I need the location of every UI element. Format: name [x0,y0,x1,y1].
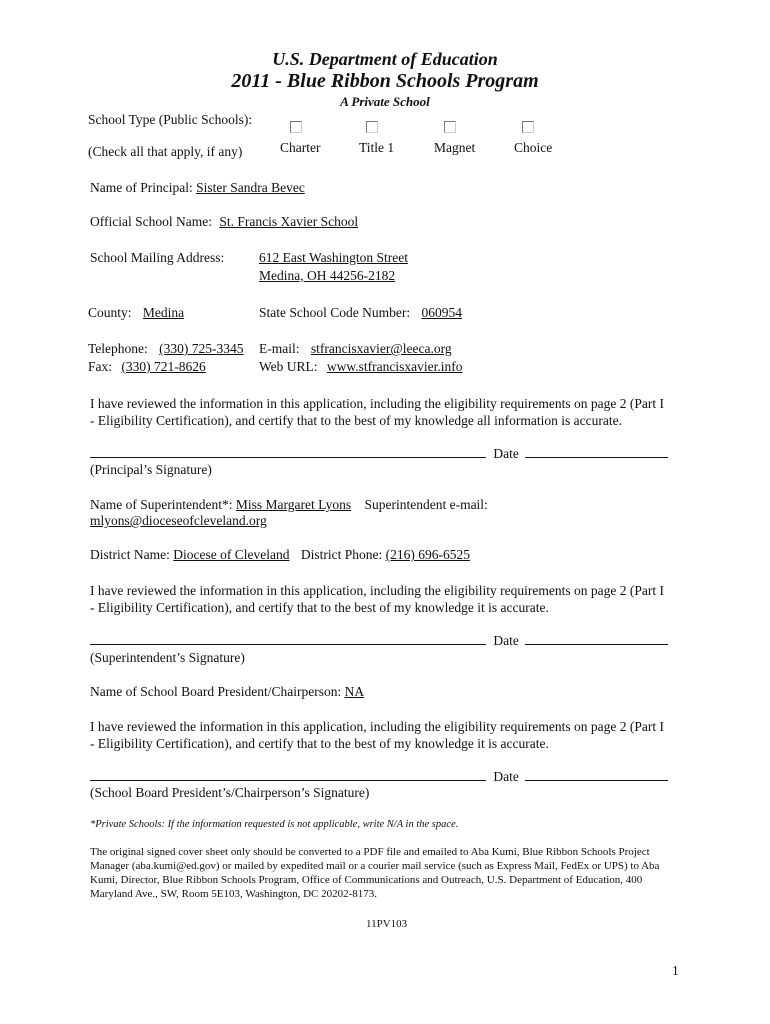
superintendent-signature-caption: (Superintendent’s Signature) [90,650,245,665]
fax-field [88,359,206,375]
school-type-label: School Type (Public Schools): [88,112,253,127]
district-phone-label: District Phone: [300,547,383,562]
address-line2[interactable]: Medina, OH 44256-2182 [259,268,396,283]
superintendent-signature-row [90,632,668,649]
magnet-label: Magnet [434,140,476,155]
instructions-line2: Manager (aba.kumi@ed.gov) or mailed by expedited mail or a courier mail service (such as Express Mail, FedEx or UPS) to Aba [90,860,660,872]
superintendent-date-label: Date [493,633,519,648]
superintendent-certification-line2: - Eligibility Certification), and certify that to the best of my knowledge it is accurate. [90,600,549,615]
principal-certification-line2: - Eligibility Certification), and certify that to the best of my knowledge all information is accurate. [90,413,622,428]
address-line1[interactable]: 612 East Washington Street [259,250,409,265]
fax-label: Fax: [88,359,113,374]
state-code-label: State School Code Number: [259,305,411,320]
principal-field [90,180,305,196]
superintendent-value[interactable]: Miss Margaret Lyons [235,497,352,512]
superintendent-label: Name of Superintendent*: [90,497,233,512]
principal-value[interactable]: Sister Sandra Bevec [196,180,305,195]
address-label: School Mailing Address: [90,250,225,265]
telephone-field [88,341,244,357]
board-signature-row [90,768,668,785]
superintendent-certification-line1: I have reviewed the information in this application, including the eligibility requirements on page 2 (Part I [90,583,664,598]
board-certification-line2: - Eligibility Certification), and certify that to the best of my knowledge it is accurate. [90,736,549,751]
board-date-line[interactable] [525,768,668,781]
school-type-instruction: (Check all that apply, if any) [88,144,243,159]
charter-checkbox[interactable] [290,121,302,133]
school-name-value[interactable]: St. Francis Xavier School [219,214,359,229]
principal-signature-caption: (Principal’s Signature) [90,462,212,477]
principal-date-label: Date [493,446,519,461]
private-school-footnote: *Private Schools: If the information requested is not applicable, write N/A in the space. [90,819,459,830]
principal-signature-row [90,445,668,462]
telephone-label: Telephone: [88,341,148,356]
board-signature-caption: (School Board President’s/Chairperson’s Signature) [90,785,370,800]
superintendent-field [90,497,488,513]
principal-certification-line1: I have reviewed the information in this application, including the eligibility requirements on page 2 (Part I [90,396,664,411]
email-label: E-mail: [259,341,300,356]
district-name-value[interactable]: Diocese of Cleveland [173,547,290,562]
web-field [259,359,463,375]
telephone-value[interactable]: (330) 725-3345 [159,341,244,356]
superintendent-email-label: Superintendent e-mail: [364,497,488,512]
principal-signature-line[interactable] [90,445,486,458]
charter-label: Charter [280,140,321,155]
state-code-value[interactable]: 060954 [421,305,462,320]
district-phone-value[interactable]: (216) 696-6525 [385,547,470,562]
superintendent-signature-line[interactable] [90,632,486,645]
district-name-label: District Name: [90,547,170,562]
choice-checkbox[interactable] [522,121,534,133]
county-field [88,305,184,321]
header-department: U.S. Department of Education [272,49,498,69]
web-label: Web URL: [259,359,318,374]
title1-label: Title 1 [359,140,395,155]
title1-checkbox[interactable] [366,121,378,133]
county-value[interactable]: Medina [142,305,185,320]
board-value[interactable]: NA [344,684,365,699]
principal-label: Name of Principal: [90,180,193,195]
instructions-line3: Kumi, Director, Blue Ribbon Schools Program, Office of Communications and Outreach, U.S. Department of Education, 400 [90,874,643,886]
email-field [259,341,452,357]
county-label: County: [88,305,132,320]
board-label: Name of School Board President/Chairperson: [90,684,342,699]
form-code: 11PV103 [366,918,408,930]
school-name-label: Official School Name: [90,214,212,229]
page-number: 1 [672,963,679,978]
web-value[interactable]: www.stfrancisxavier.info [326,359,463,374]
magnet-checkbox[interactable] [444,121,456,133]
header-school-kind: A Private School [340,94,430,109]
instructions-line4: Maryland Ave., SW, Room 5E103, Washington, DC 20202-8173. [90,888,378,900]
instructions-line1: The original signed cover sheet only should be converted to a PDF file and emailed to Aba Kumi, Blue Ribbon Schools Project [90,846,650,858]
board-certification-line1: I have reviewed the information in this application, including the eligibility requirements on page 2 (Part I [90,719,664,734]
state-code-field [259,305,462,321]
school-name-field [90,214,358,230]
header-program: 2011 - Blue Ribbon Schools Program [231,70,539,92]
board-field [90,684,364,700]
choice-label: Choice [514,140,553,155]
fax-value[interactable]: (330) 721-8626 [121,359,206,374]
superintendent-date-line[interactable] [525,632,668,645]
board-signature-line[interactable] [90,768,486,781]
board-date-label: Date [493,769,519,784]
email-value[interactable]: stfrancisxavier@leeca.org [310,341,452,356]
principal-date-line[interactable] [525,445,668,458]
superintendent-email-value[interactable]: mlyons@dioceseofcleveland.org [90,513,267,528]
district-field [90,547,470,563]
